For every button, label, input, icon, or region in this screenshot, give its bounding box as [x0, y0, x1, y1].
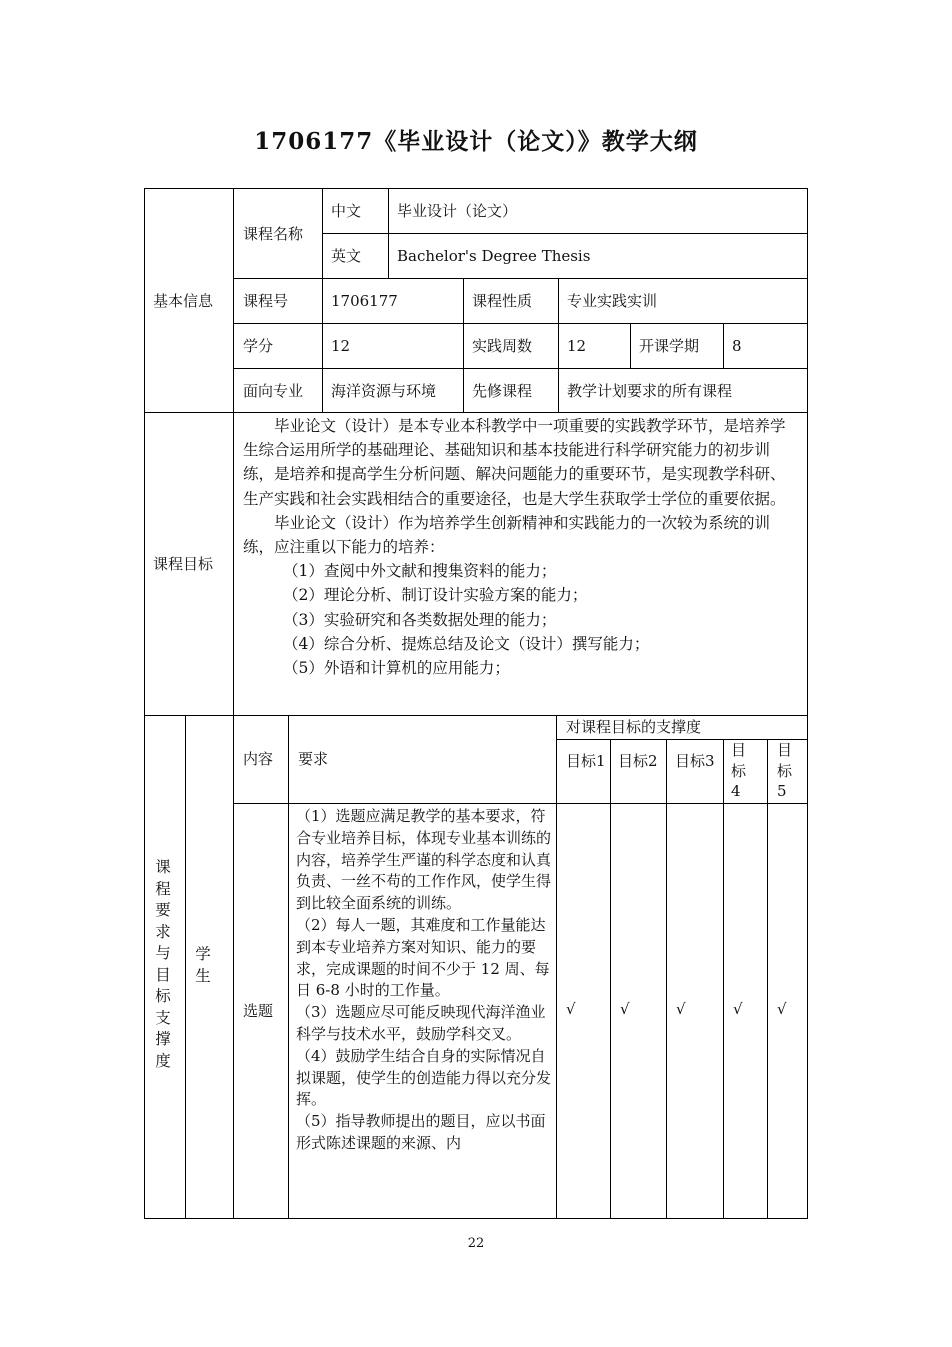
grid-line [463, 278, 464, 412]
chinese-label: 中文 [331, 202, 362, 220]
check-mark: √ [566, 1000, 576, 1018]
course-no-label: 课程号 [243, 292, 289, 310]
semester-value: 8 [732, 337, 742, 355]
goal-header: 目标4 [731, 741, 747, 800]
grid-line [233, 368, 808, 369]
content-header: 内容 [243, 750, 274, 768]
major-label: 面向专业 [243, 382, 304, 400]
content-cell: 选题 [243, 1002, 274, 1020]
nature-value: 专业实践实训 [567, 292, 658, 310]
prereq-value: 教学计划要求的所有课程 [567, 382, 733, 400]
grid-line [144, 412, 808, 413]
objective-item: （1）查阅中外文献和搜集资料的能力； [283, 562, 557, 581]
requirements-header: 要求 [298, 750, 329, 768]
page-number: 22 [467, 1236, 485, 1251]
grid-line [388, 188, 389, 278]
goal-header: 目标1 [566, 752, 606, 770]
semester-label: 开课学期 [639, 337, 700, 355]
check-mark: √ [733, 1000, 743, 1018]
grid-line [185, 715, 186, 1219]
grid-line [233, 323, 808, 324]
objectives-paragraph: 毕业论文（设计）是本专业本科教学中一项重要的实践教学环节，是培养学生综合运用所学的基础理论、基础知识和基本技能进行科学研究能力的初步训练，是培养和提高学生分析问题、解决问题能力的重要环节，是实现教学科研、生产实践和社会实践相结合的重要途径，也是大学生获取学士学位的重要依据。 [243, 417, 786, 508]
english-course-name: Bachelor's Degree Thesis [397, 247, 591, 265]
goal-header: 目标5 [777, 741, 793, 800]
nature-label: 课程性质 [472, 292, 533, 310]
goal-header: 目标3 [675, 752, 715, 770]
grid-line [723, 323, 724, 368]
grid-line [322, 233, 808, 234]
grid-line [233, 715, 234, 1219]
requirement-item: （4）鼓励学生结合自身的实际情况自拟课题，使学生的创造能力得以充分发挥。 [296, 1046, 552, 1109]
grid-line [233, 188, 234, 412]
requirement-item: （1）选题应满足教学的基本要求，符合专业培养目标，体现专业基本训练的内容，培养学生严谨的科学态度和认真负责、一丝不苟的工作作风，使学生得到比较全面系统的训练。 [296, 807, 552, 913]
student-label: 学生 [195, 945, 211, 985]
objective-item: （4）综合分析、提炼总结及论文（设计）撰写能力； [283, 634, 650, 653]
grid-line [666, 739, 667, 1219]
major-value: 海洋资源与环境 [331, 382, 437, 400]
check-mark: √ [676, 1000, 686, 1018]
weeks-value: 12 [567, 337, 587, 355]
grid-line [288, 715, 289, 1219]
grid-line [556, 739, 808, 740]
english-label: 英文 [331, 247, 362, 265]
grid-line [322, 188, 323, 412]
requirements-label: 课程要求与目标支撑度 [155, 858, 171, 1070]
requirement-item: （2）每人一题，其难度和工作量能达到本专业培养方案对知识、能力的要求，完成课题的时间不少于 12 周、每日 6-8 小时的工作量。 [296, 915, 550, 1000]
course-name-label: 课程名称 [243, 225, 304, 243]
objectives-text [243, 414, 800, 680]
chinese-course-name: 毕业设计（论文） [397, 202, 518, 220]
credit-value: 12 [331, 337, 351, 355]
objective-item: （3）实验研究和各类数据处理的能力； [283, 610, 557, 629]
grid-line [556, 715, 557, 1219]
grid-line [558, 278, 559, 412]
grid-line [233, 803, 808, 804]
grid-line [723, 739, 724, 1219]
course-no-value: 1706177 [331, 292, 398, 310]
weeks-label: 实践周数 [472, 337, 533, 355]
requirements-text [296, 806, 552, 1155]
grid-line [233, 412, 234, 715]
requirement-item: （5）指导教师提出的题目，应以书面形式陈述课题的来源、内 [296, 1112, 546, 1152]
document-title: 1706177《毕业设计（论文）》教学大纲 [254, 128, 698, 155]
basic-info-label: 基本信息 [153, 292, 214, 310]
goal-header: 目标2 [618, 752, 658, 770]
prereq-label: 先修课程 [472, 382, 533, 400]
grid-line [233, 278, 808, 279]
check-mark: √ [777, 1000, 787, 1018]
grid-line [144, 715, 808, 716]
objective-item: （2）理论分析、制订设计实验方案的能力； [283, 586, 588, 605]
credit-label: 学分 [243, 337, 274, 355]
grid-line [767, 739, 768, 1219]
objectives-paragraph: 毕业论文（设计）作为培养学生创新精神和实践能力的一次较为系统的训练，应注重以下能力的培养： [243, 513, 771, 557]
objectives-label: 课程目标 [153, 555, 214, 573]
objective-item: （5）外语和计算机的应用能力； [283, 659, 510, 678]
requirement-item: （3）选题应尽可能反映现代海洋渔业科学与技术水平，鼓励学科交叉。 [296, 1003, 546, 1043]
grid-line [610, 739, 611, 1219]
check-mark: √ [620, 1000, 630, 1018]
grid-line [630, 323, 631, 368]
support-header: 对课程目标的支撑度 [566, 718, 702, 736]
